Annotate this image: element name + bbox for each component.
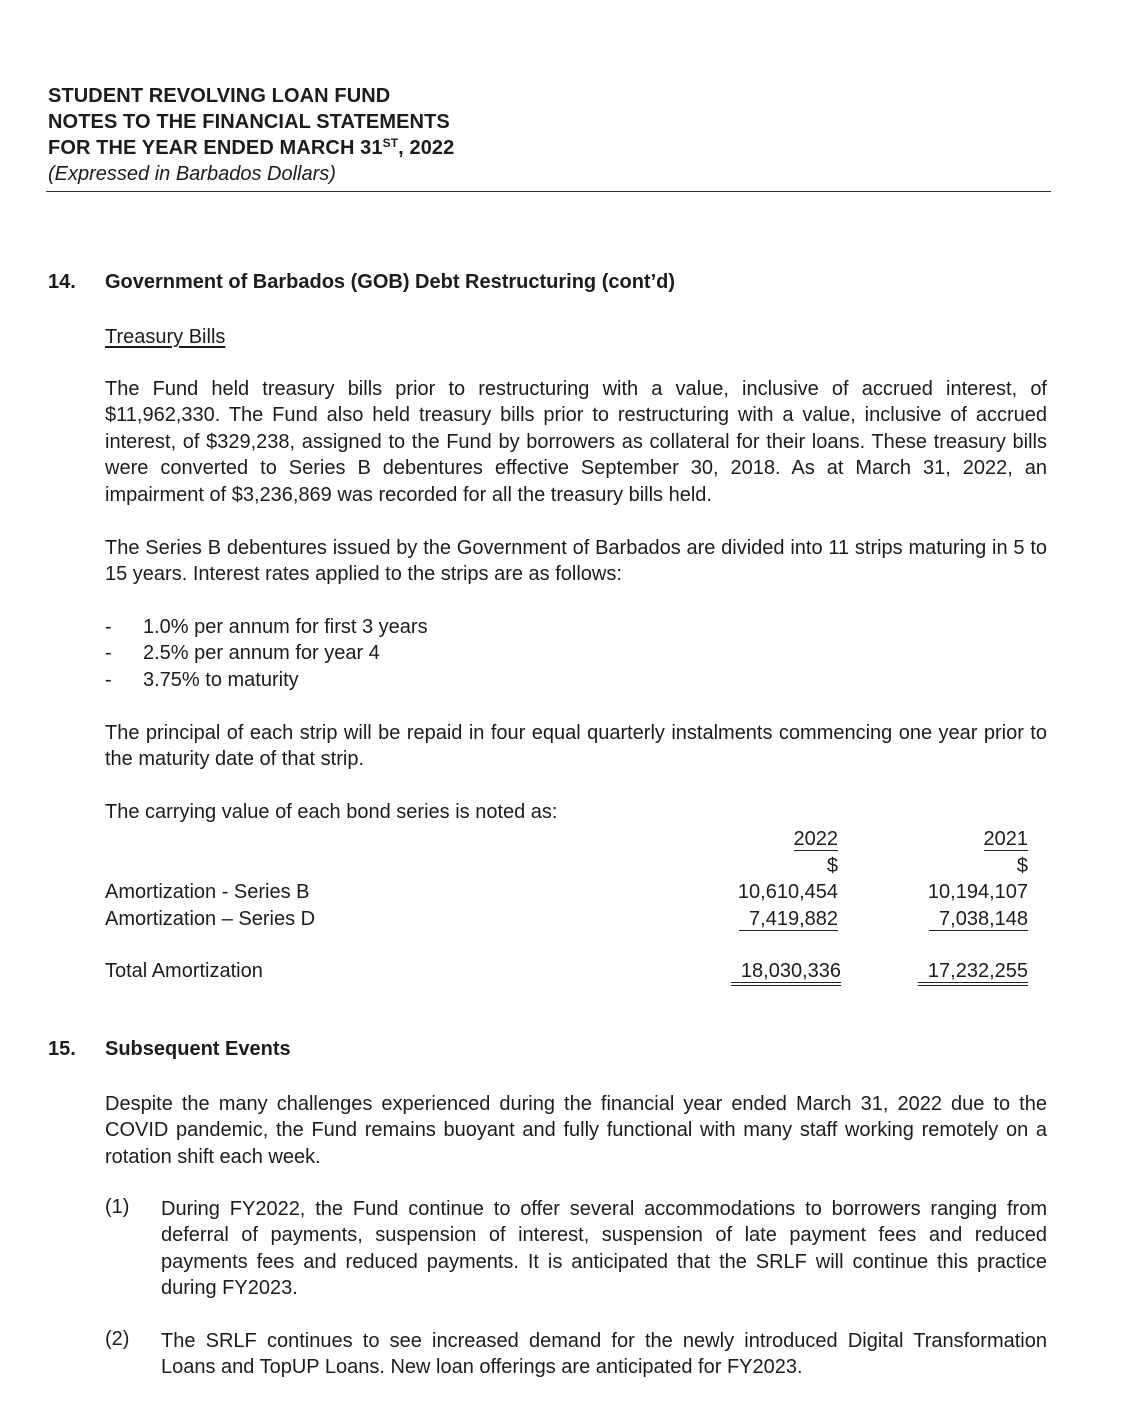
item-text: The SRLF continues to see increased demand for the newly introduced Digital Transformation Loans and TopUP Loans. New loan offerings are anticipated for FY2023. <box>161 1330 1047 1379</box>
row-label-series-b: Amortization - Series B <box>105 881 310 903</box>
section-15-title: Subsequent Events <box>105 1038 291 1060</box>
header-period: FOR THE YEAR ENDED MARCH 31ST, 2022 <box>48 136 455 159</box>
list-item <box>105 1196 1047 1302</box>
section-14-title: Government of Barbados (GOB) Debt Restructuring (cont’d) <box>105 271 676 293</box>
header-notes-title: NOTES TO THE FINANCIAL STATEMENTS <box>48 111 450 133</box>
table-header-years <box>105 826 1030 853</box>
header-currency-note: (Expressed in Barbados Dollars) <box>48 163 336 185</box>
series-d-2022: 7,419,882 <box>739 906 838 933</box>
section-14-paragraph-4: The carrying value of each bond series is noted as: <box>105 801 558 823</box>
amortization-table <box>105 826 1030 985</box>
year-2021-header: 2021 <box>983 828 1028 850</box>
year-2022-header: 2022 <box>793 828 838 850</box>
header-divider <box>46 191 1051 192</box>
series-b-2022: 10,610,454 <box>737 881 838 903</box>
list-item <box>105 1328 1047 1381</box>
total-2022: 18,030,336 <box>731 958 841 986</box>
table-total-row <box>105 958 1030 985</box>
row-label-series-d: Amortization – Series D <box>105 907 316 930</box>
currency-2022: $ <box>826 854 838 877</box>
currency-2021: $ <box>1016 854 1028 877</box>
document-header <box>48 83 454 187</box>
item-number: (1) <box>105 1196 130 1218</box>
list-item: - 1.0% per annum for first 3 years <box>105 616 428 638</box>
section-14-number: 14. <box>48 271 76 293</box>
list-item: - 2.5% per annum for year 4 <box>105 642 380 665</box>
section-14-paragraph-1: The Fund held treasury bills prior to restructuring with a value, inclusive of accrued interest, of $11,962,330. The Fund also held treasury bills prior to restructuring with a value, inclusive of accrued interest, of $329,238, assigned to the Fund by borrowers as collateral for their loans. These treasury bills were converted to Series B debentures effective September 30, 2018. As at March 31, 2022, an impairment of $3,236,869 was recorded for all the treasury bills held. <box>105 378 1047 506</box>
interest-rate-list <box>105 614 428 693</box>
table-row <box>105 879 1030 906</box>
item-text: During FY2022, the Fund continue to offer several accommodations to borrowers ranging from deferral of payments, suspension of interest, suspension of late payment fees and reduced payments fees and reduced payments. It is anticipated that the SRLF will continue this practice during FY2023. <box>161 1198 1047 1300</box>
section-14-paragraph-2: The Series B debentures issued by the Government of Barbados are divided into 11 strips maturing in 5 to 15 years. Interest rates applied to the strips are as follows: <box>105 537 1047 586</box>
section-15-paragraph-1: Despite the many challenges experienced during the financial year ended March 31, 2022 due to the COVID pandemic, the Fund remains buoyant and fully functional with many staff working remotely on a rotation shift each week. <box>105 1093 1047 1168</box>
table-header-currency <box>105 853 1030 880</box>
series-b-2021: 10,194,107 <box>927 881 1028 903</box>
total-2021: 17,232,255 <box>918 958 1028 986</box>
row-label-total: Total Amortization <box>105 960 263 982</box>
treasury-bills-subheading: Treasury Bills <box>105 326 226 348</box>
table-row <box>105 906 1030 933</box>
header-fund-name: STUDENT REVOLVING LOAN FUND <box>48 85 391 107</box>
list-item: - 3.75% to maturity <box>105 668 299 691</box>
section-14-paragraph-3: The principal of each strip will be repaid in four equal quarterly instalments commencing one year prior to the maturity date of that strip. <box>105 722 1047 771</box>
section-15-number: 15. <box>48 1038 76 1060</box>
series-d-2021: 7,038,148 <box>929 906 1028 933</box>
item-number: (2) <box>105 1328 130 1350</box>
